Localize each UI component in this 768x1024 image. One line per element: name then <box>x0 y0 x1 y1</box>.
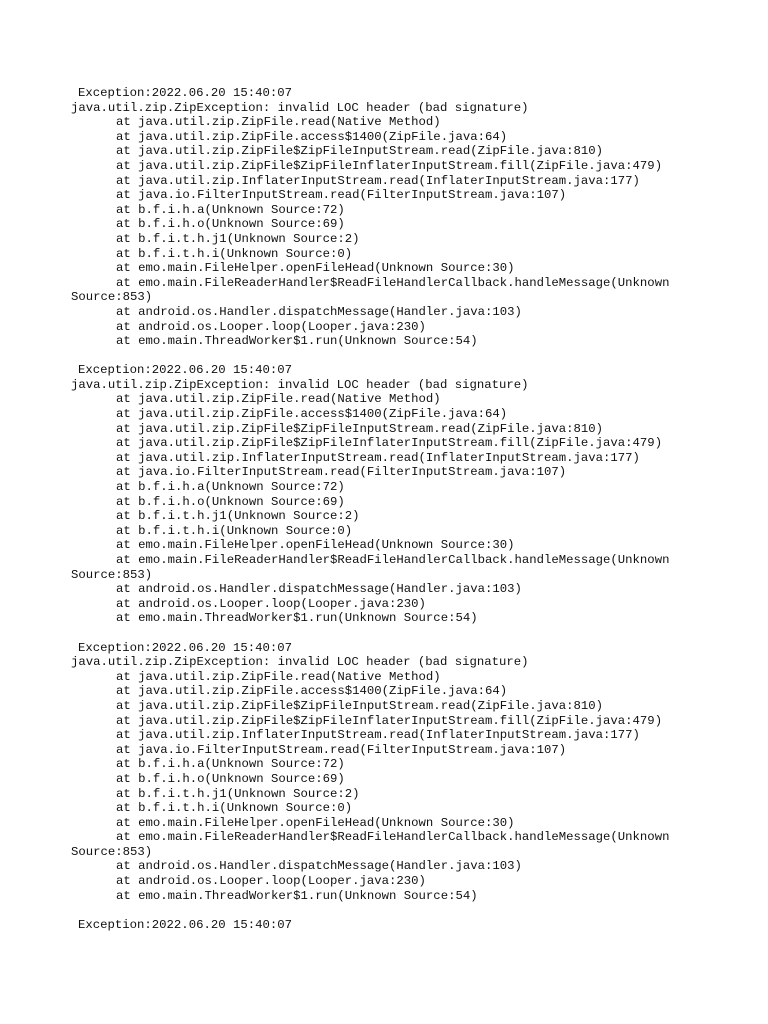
exception-message-line: java.util.zip.ZipException: invalid LOC header (bad signature) <box>71 377 529 392</box>
stack-frame-line: at b.f.i.t.h.i(Unknown Source:0) <box>116 246 353 261</box>
stack-frame-line: at java.io.FilterInputStream.read(FilterInputStream.java:107) <box>116 465 567 480</box>
stack-frame-line: at java.io.FilterInputStream.read(FilterInputStream.java:107) <box>116 188 567 203</box>
exception-block <box>71 363 761 626</box>
stack-frame-line: at b.f.i.h.a(Unknown Source:72) <box>116 757 345 772</box>
stack-frame-line: at java.util.zip.ZipFile$ZipFileInputStream.read(ZipFile.java:810) <box>116 421 604 436</box>
stack-frame-line: at b.f.i.t.h.j1(Unknown Source:2) <box>116 509 360 524</box>
exception-header: Exception:2022.06.20 15:40:07 <box>78 640 293 655</box>
exception-block <box>71 918 761 933</box>
stack-frame-line: at emo.main.ThreadWorker$1.run(Unknown Source:54) <box>116 888 478 903</box>
stack-frame-line: at b.f.i.t.h.j1(Unknown Source:2) <box>116 231 360 246</box>
stack-frame-line: at emo.main.FileReaderHandler$ReadFileHandlerCallback.handleMessage(Unknown <box>116 830 670 845</box>
stack-frame-line: at b.f.i.t.h.i(Unknown Source:0) <box>116 801 353 816</box>
exception-message-line: Source:853) <box>71 567 153 582</box>
stack-frame-line: at android.os.Handler.dispatchMessage(Handler.java:103) <box>116 582 522 597</box>
exception-message-line: Source:853) <box>71 290 153 305</box>
exception-log <box>71 86 761 947</box>
stack-frame-line: at emo.main.FileReaderHandler$ReadFileHandlerCallback.handleMessage(Unknown <box>116 553 670 567</box>
stack-frame-line: at android.os.Handler.dispatchMessage(Handler.java:103) <box>116 859 522 874</box>
exception-header: Exception:2022.06.20 15:40:07 <box>78 86 293 100</box>
stack-frame-line: at b.f.i.h.o(Unknown Source:69) <box>116 217 345 232</box>
exception-header: Exception:2022.06.20 15:40:07 <box>78 917 293 932</box>
stack-frame-line: at java.util.zip.InflaterInputStream.read(InflaterInputStream.java:177) <box>116 450 640 465</box>
stack-frame-line: at emo.main.FileHelper.openFileHead(Unknown Source:30) <box>116 538 515 553</box>
stack-frame-line: at java.io.FilterInputStream.read(FilterInputStream.java:107) <box>116 742 567 757</box>
stack-frame-line: at java.util.zip.ZipFile$ZipFileInflaterInputStream.fill(ZipFile.java:479) <box>116 158 663 173</box>
stack-frame-line: at b.f.i.t.h.j1(Unknown Source:2) <box>116 786 360 801</box>
stack-frame-line: at b.f.i.h.a(Unknown Source:72) <box>116 480 345 495</box>
stack-frame-line: at java.util.zip.ZipFile.access$1400(ZipFile.java:64) <box>116 407 508 422</box>
stack-frame-line: at java.util.zip.InflaterInputStream.read(InflaterInputStream.java:177) <box>116 728 640 743</box>
exception-header: Exception:2022.06.20 15:40:07 <box>78 363 293 378</box>
stack-frame-line: at java.util.zip.InflaterInputStream.read(InflaterInputStream.java:177) <box>116 173 640 188</box>
stack-frame-line: at java.util.zip.ZipFile$ZipFileInputStream.read(ZipFile.java:810) <box>116 698 604 713</box>
stack-frame-line: at java.util.zip.ZipFile$ZipFileInflaterInputStream.fill(ZipFile.java:479) <box>116 436 663 451</box>
stack-frame-line: at android.os.Looper.loop(Looper.java:230) <box>116 596 426 611</box>
exception-block <box>71 86 761 349</box>
stack-frame-line: at android.os.Looper.loop(Looper.java:230) <box>116 319 426 334</box>
stack-frame-line: at b.f.i.h.a(Unknown Source:72) <box>116 202 345 217</box>
stack-frame-line: at emo.main.ThreadWorker$1.run(Unknown Source:54) <box>116 334 478 349</box>
stack-frame-line: at emo.main.ThreadWorker$1.run(Unknown Source:54) <box>116 611 478 626</box>
stack-frame-line: at java.util.zip.ZipFile$ZipFileInputStream.read(ZipFile.java:810) <box>116 144 604 159</box>
stack-frame-line: at emo.main.FileReaderHandler$ReadFileHandlerCallback.handleMessage(Unknown <box>116 275 670 290</box>
stack-frame-line: at java.util.zip.ZipFile.access$1400(ZipFile.java:64) <box>116 129 508 144</box>
stack-frame-line: at emo.main.FileHelper.openFileHead(Unknown Source:30) <box>116 261 515 276</box>
exception-block <box>71 641 761 904</box>
stack-frame-line: at emo.main.FileHelper.openFileHead(Unknown Source:30) <box>116 815 515 830</box>
stack-frame-line: at b.f.i.h.o(Unknown Source:69) <box>116 771 345 786</box>
stack-frame-line: at b.f.i.t.h.i(Unknown Source:0) <box>116 523 353 538</box>
stack-frame-line: at b.f.i.h.o(Unknown Source:69) <box>116 494 345 509</box>
stack-frame-line: at java.util.zip.ZipFile.read(Native Method) <box>116 115 441 130</box>
stack-frame-line: at java.util.zip.ZipFile.read(Native Method) <box>116 392 441 407</box>
stack-frame-line: at java.util.zip.ZipFile.access$1400(ZipFile.java:64) <box>116 684 508 699</box>
exception-message-line: java.util.zip.ZipException: invalid LOC header (bad signature) <box>71 655 529 670</box>
exception-message-line: Source:853) <box>71 844 153 859</box>
stack-frame-line: at android.os.Handler.dispatchMessage(Handler.java:103) <box>116 304 522 319</box>
exception-message-line: java.util.zip.ZipException: invalid LOC header (bad signature) <box>71 100 529 115</box>
stack-frame-line: at android.os.Looper.loop(Looper.java:230) <box>116 874 426 889</box>
stack-frame-line: at java.util.zip.ZipFile.read(Native Method) <box>116 669 441 684</box>
stack-frame-line: at java.util.zip.ZipFile$ZipFileInflaterInputStream.fill(ZipFile.java:479) <box>116 713 663 728</box>
